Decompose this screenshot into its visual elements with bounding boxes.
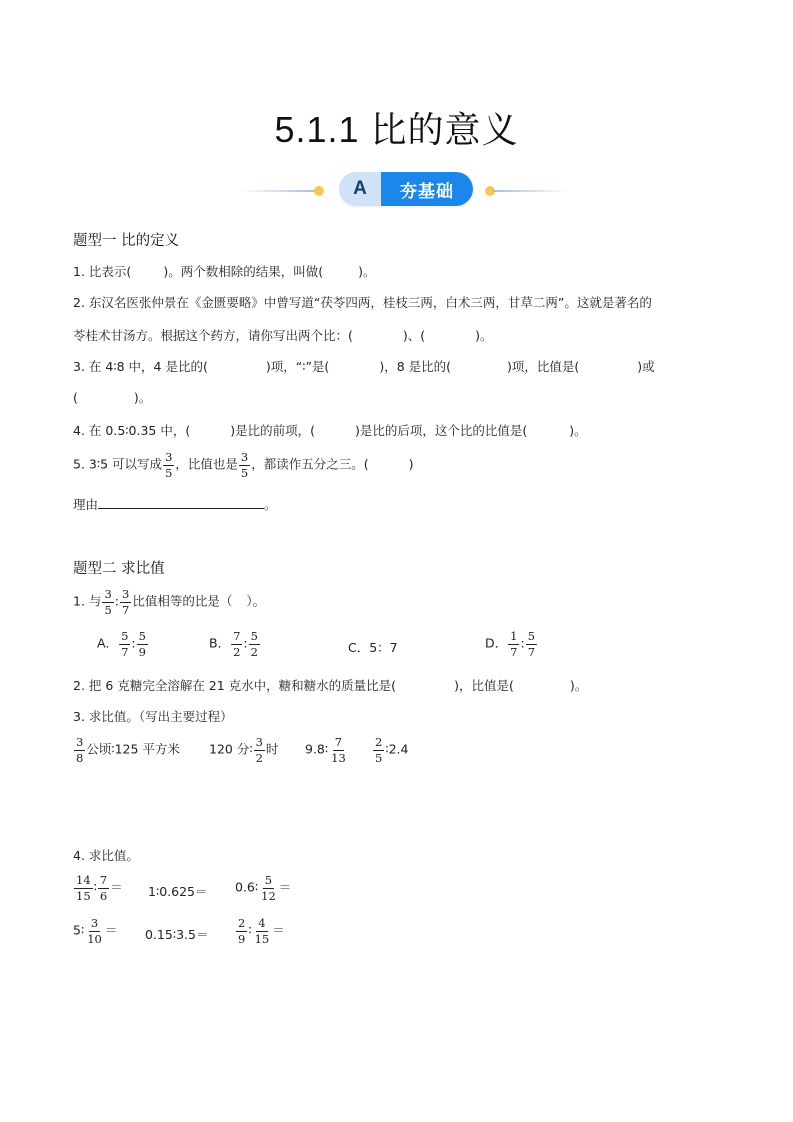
- option-b[interactable]: B． $\frac{7}{2}$ : $\frac{5}{2}$: [209, 629, 258, 659]
- s2-q3-expr-1: $\frac{3}{8}$ 公顷∶125 平方米: [76, 735, 180, 765]
- banner-dot-left: [314, 186, 324, 196]
- s1-question-2: 2. 东汉名医张仲景在《金匮要略》中曾写道“茯苓四两，桂枝三两，白术三两，甘草二两”。这就是著名的: [73, 295, 652, 310]
- fraction: $\frac{3}{5}$: [165, 450, 173, 480]
- s2-question-4: 4. 求比值。: [73, 848, 139, 863]
- page-title: 5.1.1 比的意义: [274, 109, 519, 150]
- fraction: $\frac{3}{5}$: [240, 450, 249, 480]
- banner-letter: A: [339, 172, 381, 206]
- s1-question-3-line2: ( )。: [73, 390, 152, 405]
- banner-line-left: [240, 190, 316, 192]
- section1-heading: 题型一 比的定义: [73, 233, 180, 249]
- s2-q3-expr-2: 120 分∶ $\frac{3}{2}$ 时: [209, 735, 279, 765]
- s1-reason: 理由 。: [73, 497, 277, 512]
- s2-question-3: 3. 求比值。（写出主要过程）: [73, 709, 233, 724]
- s1-question-5: 5. 3∶5 可以写成 $\frac{3}{5}$ ，比值也是 $\frac{3}{5}$ ，都读作五分之三。( ): [73, 450, 414, 480]
- level-banner: [339, 172, 473, 206]
- option-c[interactable]: C．5：7: [348, 640, 398, 655]
- s1-question-4: 4. 在 0.5∶0.35 中，( )是比的前项，( )是比的后项，这个比的比值是( )。: [73, 423, 587, 438]
- s2-q3-expr-4: $\frac{2}{5}$ ∶2.4: [375, 735, 409, 765]
- s2-q4-expr-4: 5∶ $\frac{3}{10}$ ＝: [73, 916, 118, 946]
- answer-line[interactable]: [98, 497, 264, 509]
- s2-q4-expr-5: 0.15∶3.5＝: [145, 927, 209, 942]
- option-a[interactable]: A． $\frac{5}{7}$ : $\frac{5}{9}$: [97, 629, 146, 659]
- banner-label: 夯基础: [381, 172, 473, 206]
- s1-question-1: 1. 比表示( )。两个数相除的结果，叫做( )。: [73, 264, 376, 279]
- s1-question-3: 3. 在 4∶8 中，4 是比的( )项，“∶”是( )，8 是比的( )项，比值是( )或: [73, 359, 655, 374]
- section2-heading: 题型二 求比值: [73, 561, 165, 577]
- s1-question-2-line2: 苓桂术甘汤方。根据这个药方，请你写出两个比：( )、( )。: [73, 328, 493, 343]
- option-d[interactable]: D． $\frac{1}{7}$ : $\frac{5}{7}$: [485, 629, 536, 659]
- s2-q3-expr-3: 9.8∶ $\frac{7}{13}$: [305, 735, 346, 765]
- s2-question-1: 1. 与 $\frac{3}{5}$ : $\frac{3}{7}$ 比值相等的比是（ ）。: [73, 587, 266, 617]
- s2-q4-expr-2: 1∶0.625＝: [148, 884, 208, 899]
- banner-line-right: [493, 190, 569, 192]
- s2-q4-expr-3: 0.6∶ $\frac{5}{12}$ ＝: [235, 873, 292, 903]
- s2-question-2: 2. 把 6 克糖完全溶解在 21 克水中，糖和糖水的质量比是( )，比值是( )。: [73, 678, 588, 693]
- s2-q4-expr-6: $\frac{2}{9}$ ∶ $\frac{4}{15}$ ＝: [238, 916, 285, 946]
- s2-q4-expr-1: $\frac{14}{15}$ ∶ $\frac{7}{6}$ ＝: [76, 873, 123, 903]
